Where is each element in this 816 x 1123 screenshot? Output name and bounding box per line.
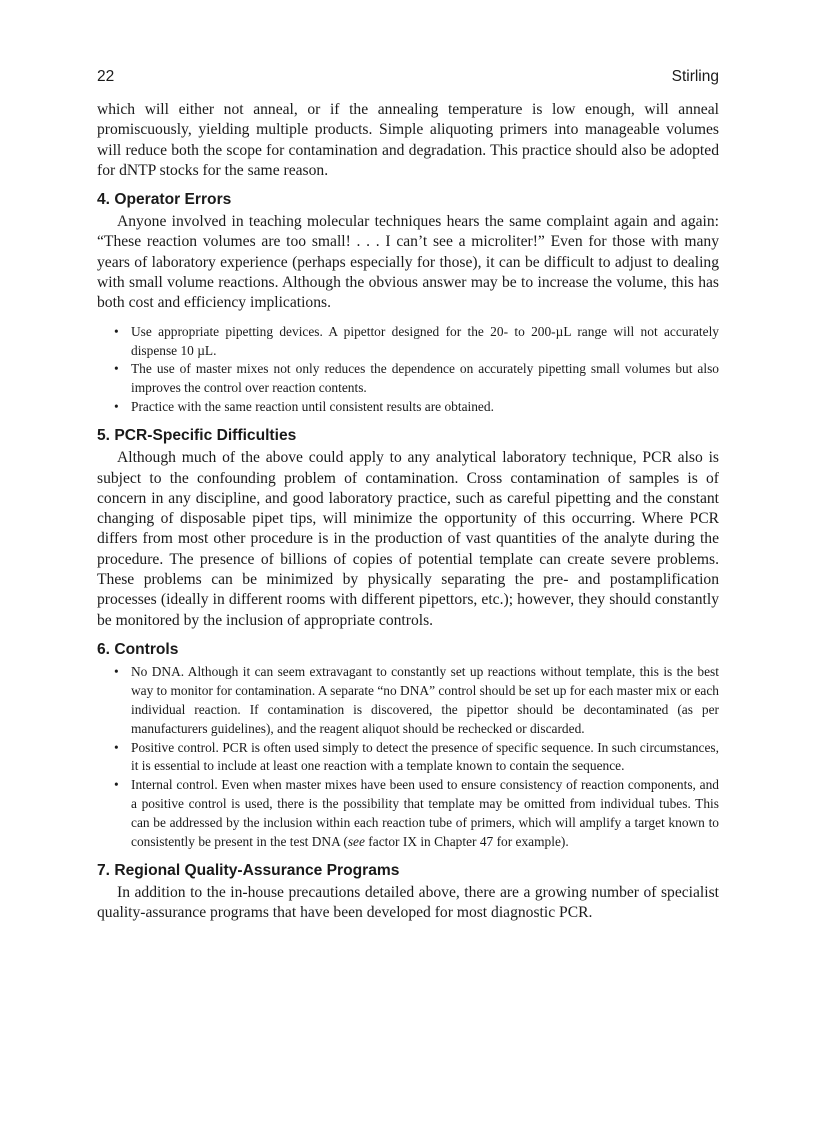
pcr-difficulties-paragraph: Although much of the above could apply to any analytical laboratory technique, PCR also is subject to the confounding problem of contamination. Cross contamination of samples is of concern in any discipline, and good laboratory practice, such as careful pipetting and the constant changing of disposable pipet tips, will minimize the opportunity of this occurring. Where PCR differs from most other procedure is in the production of vast quantities of the analyte during the procedure. The presence of billions of copies of potential template can create severe problems. These problems can be minimized by physically separating the pre- and postamplification processes (ideally in different rooms with different pipettors, etc.); however, they should constantly be monitored by the inclusion of appropriate controls. (97, 449, 719, 629)
section-heading-controls: 6. Controls (97, 640, 179, 658)
section-heading-quality-assurance: 7. Regional Quality-Assurance Programs (97, 861, 400, 879)
list-item: • The use of master mixes not only reduces the dependence on accurately pipetting small volumes but also improves the control over reaction contents. (97, 360, 719, 398)
operator-errors-list (97, 323, 719, 418)
see-reference: see (347, 834, 365, 850)
list-item: • Use appropriate pipetting devices. A pipettor designed for the 20- to 200-µL range will not accurately dispense 10 µL. (97, 323, 719, 361)
quality-assurance-paragraph: In addition to the in-house precautions detailed above, there are a growing number of specialist quality-assurance programs that have been developed for most diagnostic PCR. (97, 883, 719, 922)
section-heading-operator-errors: 4. Operator Errors (97, 191, 232, 209)
running-head (97, 68, 719, 90)
section-heading-pcr-specific-difficulties: 5. PCR-Specific Difficulties (97, 427, 297, 445)
intro-paragraph: which will either not anneal, or if the annealing temperature is low enough, will anneal promiscuously, yielding multiple products. Simple aliquoting primers into manageable volumes will reduce both the scope for contamination and degradation. This practice should also be adopted for dNTP stocks for the same reason. (97, 101, 719, 179)
running-title: Stirling (671, 68, 719, 85)
operator-errors-paragraph: Anyone involved in teaching molecular techniques hears the same complaint again and again: “These reaction volumes are too small! . . . I can’t see a microliter!” Even for those with many years of laboratory experience (perhaps especially for those), it can be difficult to adjust to dealing with small volume reactions. Although the obvious answer may be to increase the volume, this has both cost and efficiency implications. (97, 213, 719, 312)
list-item (97, 776, 719, 852)
list-item: • Practice with the same reaction until consistent results are obtained. (97, 398, 719, 417)
list-item: • No DNA. Although it can seem extravagant to constantly set up reactions without template, this is the best way to monitor for contamination. A separate “no DNA” control should be set up for each master mix or each individual reaction. If contamination is discovered, the pipettor should be decontaminated (as per manufacturers guidelines), and the reagent aliquot should be rechecked or discarded. (97, 663, 719, 739)
page-number: 22 (97, 68, 115, 85)
page (97, 68, 719, 924)
internal-control-text-end: factor IX in Chapter 47 for example). (364, 834, 569, 850)
list-item: • Positive control. PCR is often used simply to detect the presence of specific sequence. In such circumstances, it is essential to include at least one reaction with a template known to contain the sequence. (97, 739, 719, 777)
internal-control-text: Internal control. Even when master mixes have been used to ensure consistency of reaction components, and a positive control is used, there is the possibility that template may be omitted from individual tubes. This can be addressed by the inclusion within each reaction tube of primers, which will amplify a target known to consistently be present in the test DNA ( (131, 777, 719, 850)
controls-list (97, 663, 719, 852)
